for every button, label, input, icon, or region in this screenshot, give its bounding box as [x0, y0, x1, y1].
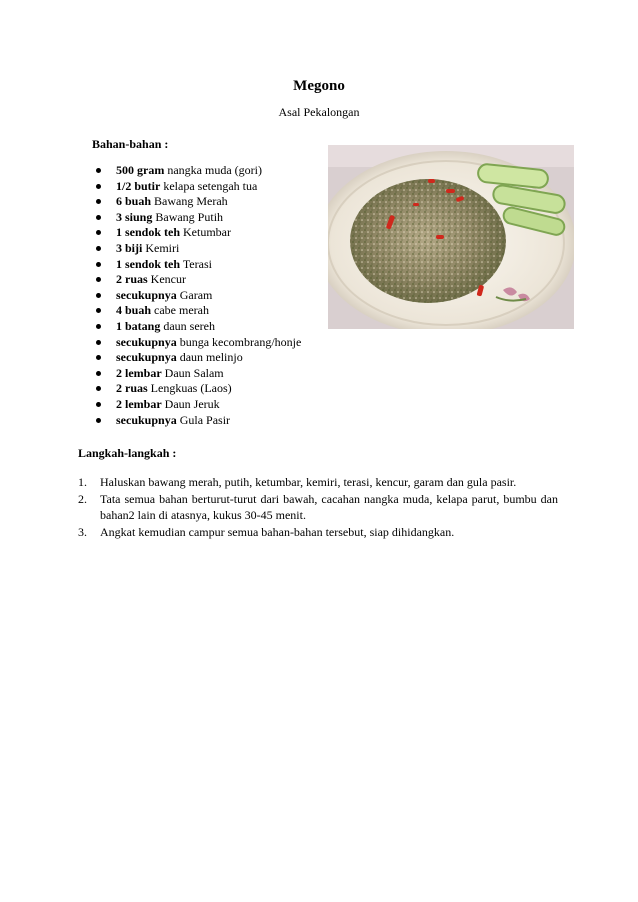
- bullet-dot-icon: [96, 262, 101, 267]
- steps-heading: Langkah-langkah :: [78, 446, 177, 460]
- recipe-subtitle: Asal Pekalongan: [278, 105, 360, 119]
- ingredient-name: Ketumbar: [183, 225, 231, 240]
- bullet-dot-icon: [96, 277, 101, 282]
- ingredient-item: [92, 210, 301, 226]
- ingredient-name: daun sereh: [163, 318, 215, 333]
- bullet-dot-icon: [96, 340, 101, 345]
- ingredients-heading: Bahan-bahan :: [92, 137, 169, 151]
- step-text: Tata semua bahan berturut-turut dari bawah, cacahan nangka muda, kelapa parut, bumbu dan bahan2 lain di atasnya, kukus 30-45 menit.: [100, 491, 558, 522]
- ingredient-qty: 3 biji: [116, 240, 143, 255]
- bullet-dot-icon: [96, 386, 101, 391]
- ingredient-name: Garam: [179, 287, 213, 302]
- ingredient-qty: 1 sendok teh: [116, 225, 181, 240]
- ingredient-qty: 3 siung: [116, 209, 153, 224]
- ingredient-qty: 1/2 butir: [116, 178, 161, 193]
- ingredient-name: Daun Jeruk: [164, 396, 220, 411]
- bullet-dot-icon: [96, 230, 101, 235]
- ingredient-name: Kencur: [150, 272, 186, 287]
- ingredient-item: [92, 163, 301, 179]
- bullet-dot-icon: [96, 418, 101, 423]
- ingredient-item: [92, 381, 301, 397]
- ingredient-item: [92, 241, 301, 257]
- ingredient-qty: 2 ruas: [116, 272, 148, 287]
- ingredient-qty: 1 sendok teh: [116, 256, 181, 271]
- step-number: 1.: [78, 475, 87, 489]
- ingredient-name: Terasi: [182, 256, 212, 271]
- ingredient-name: Daun Salam: [164, 365, 224, 380]
- ingredient-qty: 2 lembar: [116, 365, 162, 380]
- ingredient-name: kelapa setengah tua: [163, 178, 258, 193]
- bullet-dot-icon: [96, 246, 101, 251]
- ingredient-item: [92, 179, 301, 195]
- recipe-title: Megono: [293, 78, 345, 94]
- ingredient-name: daun melinjo: [179, 350, 243, 365]
- ingredient-item: [92, 225, 301, 241]
- bullet-dot-icon: [96, 308, 101, 313]
- bullet-dot-icon: [96, 168, 101, 173]
- ingredient-qty: 2 ruas: [116, 381, 148, 396]
- ingredient-item: [92, 335, 301, 351]
- ingredient-qty: 4 buah: [116, 303, 152, 318]
- ingredient-item: [92, 288, 301, 304]
- ingredient-name: nangka muda (gori): [167, 163, 262, 177]
- ingredient-item: [92, 257, 301, 273]
- bullet-dot-icon: [96, 324, 101, 329]
- bullet-dot-icon: [96, 371, 101, 376]
- ingredient-name: Bawang Putih: [155, 209, 224, 224]
- bullet-dot-icon: [96, 293, 101, 298]
- ingredient-name: Lengkuas (Laos): [150, 381, 232, 396]
- ingredient-item: [92, 413, 301, 429]
- ingredient-item: [92, 319, 301, 335]
- steps-list: [78, 474, 558, 540]
- ingredient-item: [92, 397, 301, 413]
- ingredient-name: bunga kecombrang/honje: [179, 334, 302, 349]
- ingredient-name: Kemiri: [145, 240, 180, 255]
- ingredient-item: [92, 272, 301, 288]
- ingredient-name: Gula Pasir: [179, 412, 231, 427]
- bullet-dot-icon: [96, 355, 101, 360]
- ingredient-name: cabe merah: [154, 303, 209, 318]
- ingredient-qty: 500 gram: [116, 163, 165, 177]
- step-number: 2.: [78, 491, 87, 506]
- ingredient-qty: secukupnya: [116, 350, 177, 365]
- bullet-dot-icon: [96, 199, 101, 204]
- ingredient-name: Bawang Merah: [154, 194, 228, 209]
- ingredient-qty: 1 batang: [116, 318, 161, 333]
- bullet-dot-icon: [96, 402, 101, 407]
- step-text: Haluskan bawang merah, putih, ketumbar, kemiri, terasi, kencur, garam dan gula pasir.: [100, 475, 517, 489]
- ingredient-item: [92, 194, 301, 210]
- ingredients-list: [92, 163, 301, 428]
- ingredient-qty: secukupnya: [116, 334, 177, 349]
- ingredient-qty: 2 lembar: [116, 396, 162, 411]
- step-item: [78, 524, 558, 541]
- bullet-dot-icon: [96, 215, 101, 220]
- ingredient-qty: secukupnya: [116, 412, 177, 427]
- bullet-dot-icon: [96, 184, 101, 189]
- step-number: 3.: [78, 524, 87, 539]
- step-item: [78, 474, 558, 491]
- ingredient-item: [92, 303, 301, 319]
- ingredient-qty: secukupnya: [116, 287, 177, 302]
- step-text: Angkat kemudian campur semua bahan-bahan tersebut, siap dihidangkan.: [100, 524, 455, 539]
- megono-dish-photo: [328, 145, 574, 329]
- ingredient-qty: 6 buah: [116, 194, 152, 209]
- ingredient-item: [92, 350, 301, 366]
- step-item: [78, 491, 558, 524]
- ingredient-item: [92, 366, 301, 382]
